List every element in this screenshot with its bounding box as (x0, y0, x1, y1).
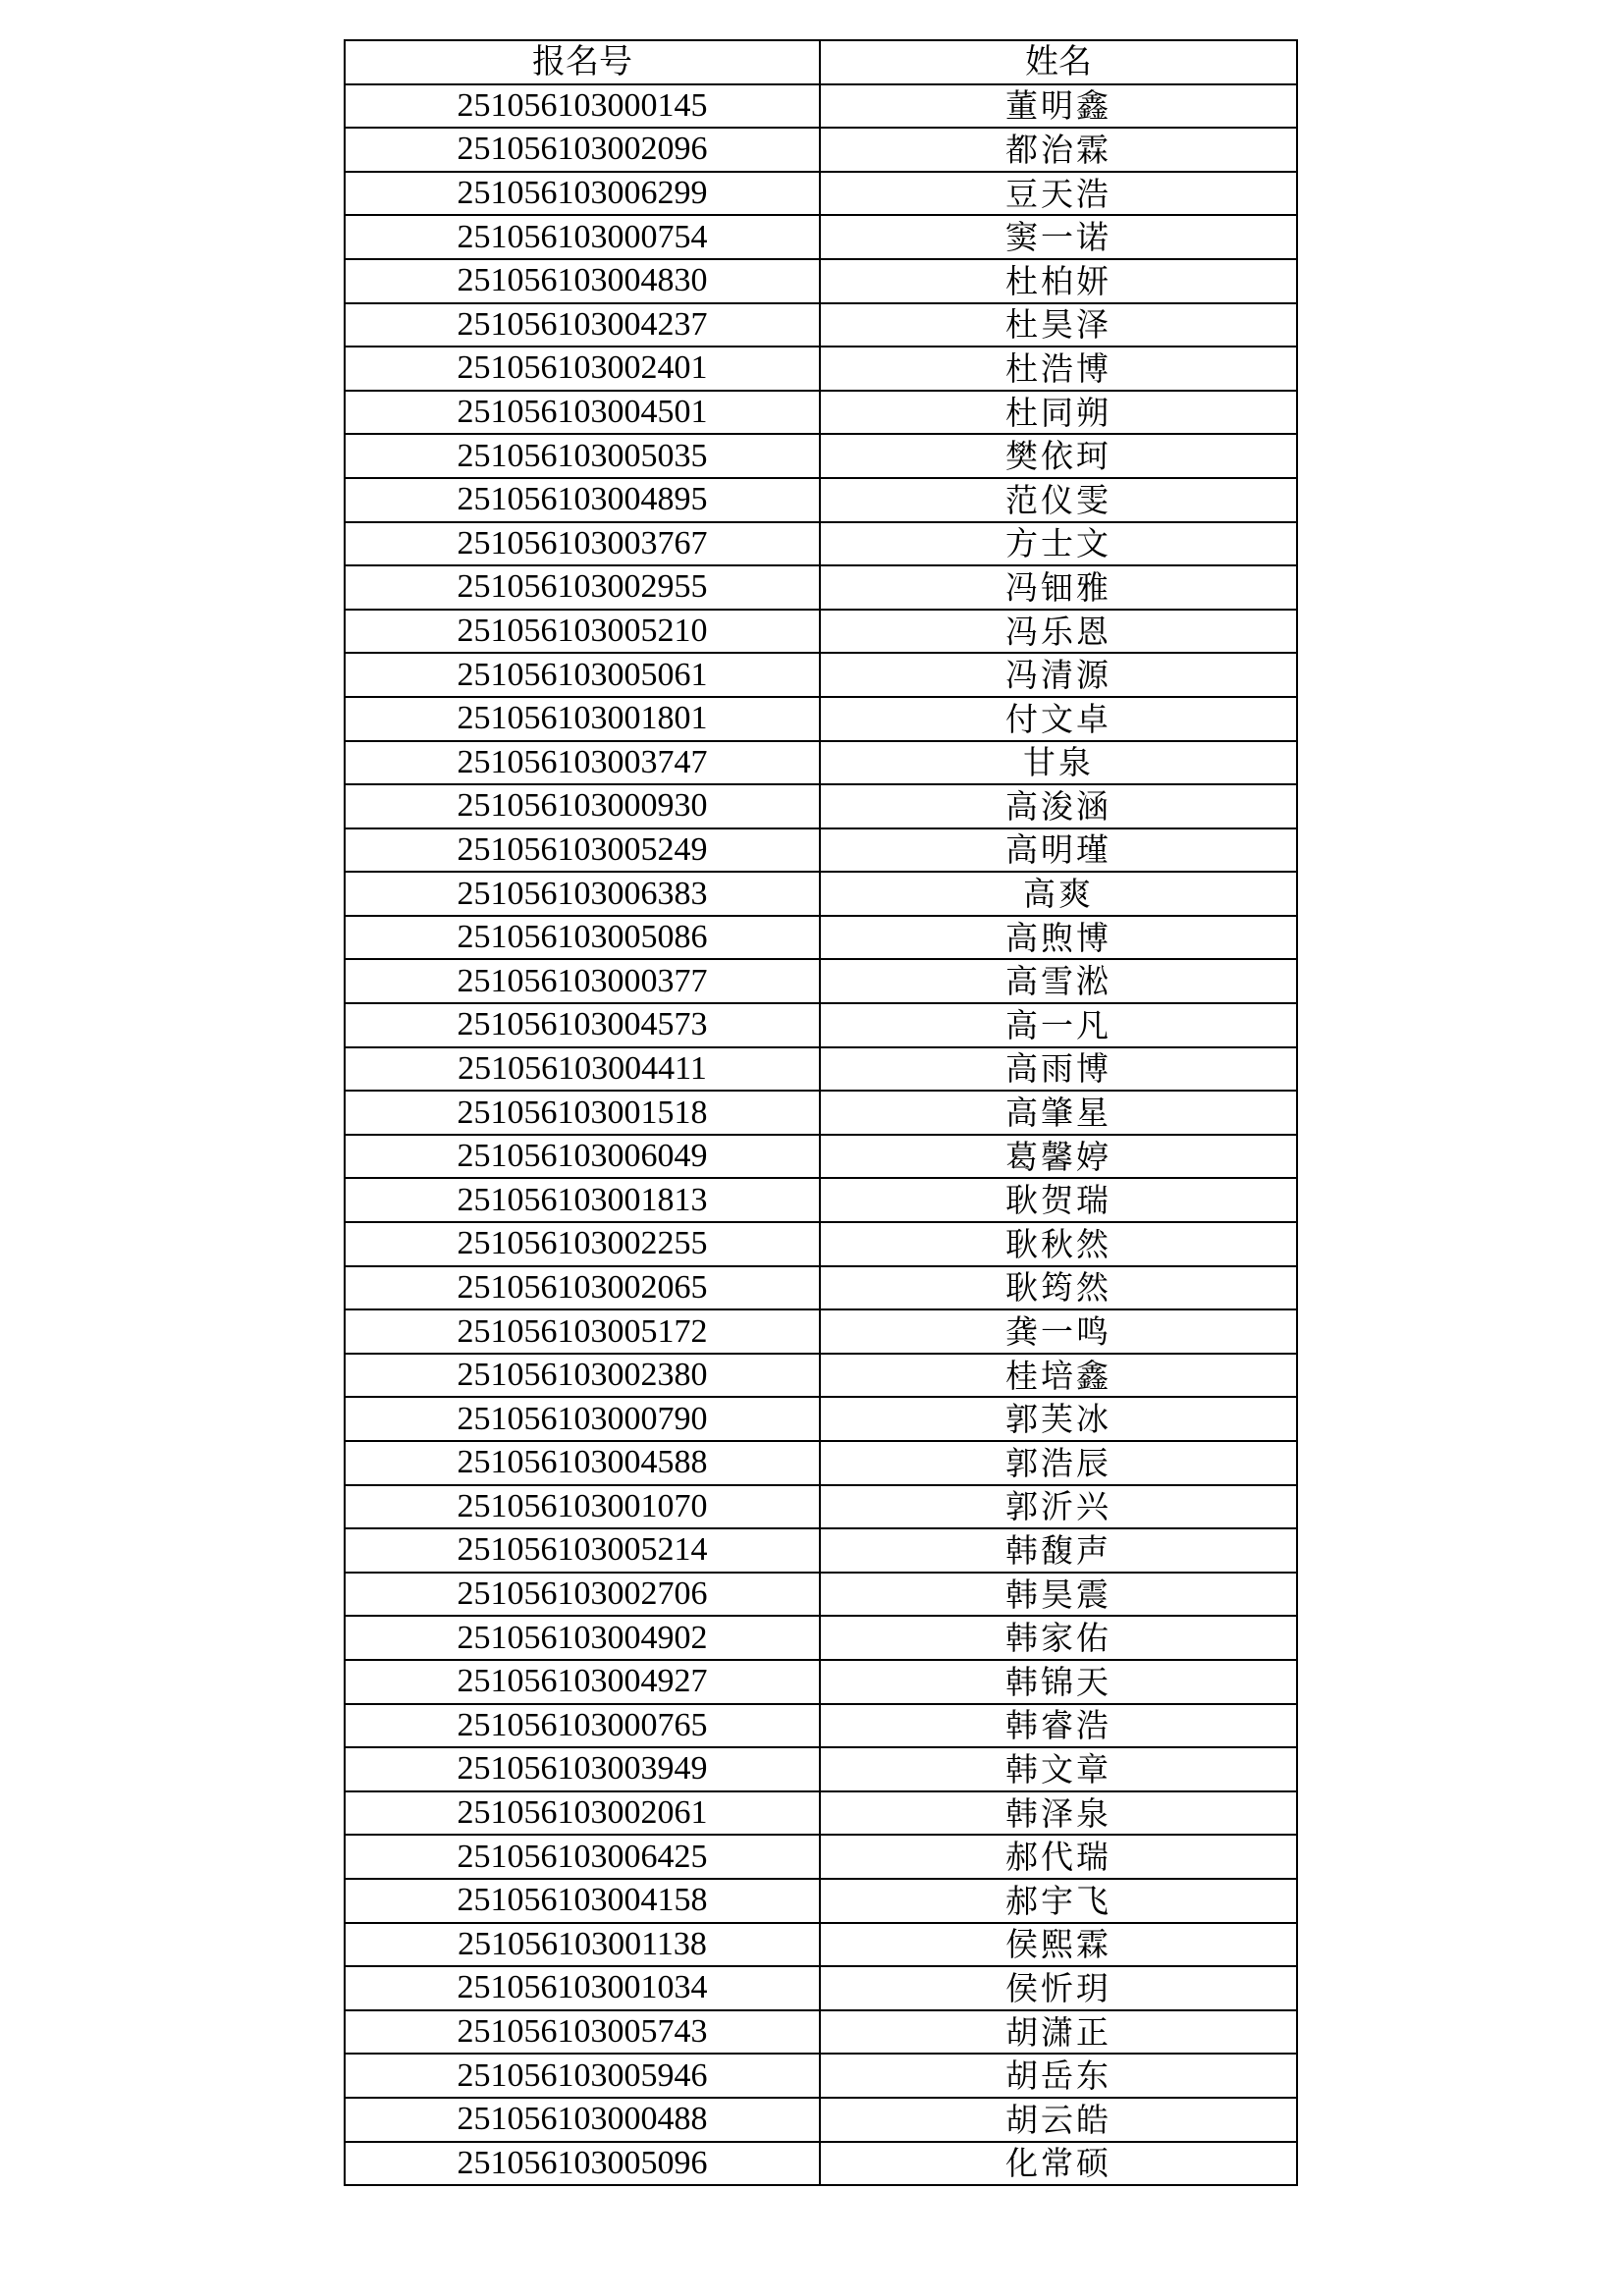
name-cell: 杜柏妍 (820, 259, 1297, 303)
table-row (345, 653, 1297, 697)
name-cell: 韩锦天 (820, 1660, 1297, 1704)
name-cell: 韩昊震 (820, 1573, 1297, 1617)
table-row (345, 2010, 1297, 2055)
table-row (345, 1309, 1297, 1354)
registration-number-cell: 251056103001801 (345, 697, 820, 741)
registration-number-cell: 251056103006299 (345, 172, 820, 216)
table-row (345, 1528, 1297, 1573)
name-cell: 耿贺瑞 (820, 1178, 1297, 1222)
table-row (345, 128, 1297, 172)
name-cell: 高煦博 (820, 916, 1297, 960)
registration-number-cell: 251056103004573 (345, 1003, 820, 1047)
registration-number-cell: 251056103005249 (345, 828, 820, 873)
registration-number-cell: 251056103000377 (345, 959, 820, 1003)
registration-number-cell: 251056103005086 (345, 916, 820, 960)
table-row (345, 347, 1297, 391)
name-cell: 高爽 (820, 872, 1297, 916)
registration-number-cell: 251056103001034 (345, 1966, 820, 2010)
name-cell: 郭芙冰 (820, 1397, 1297, 1441)
table-row (345, 1660, 1297, 1704)
name-cell: 韩馥声 (820, 1528, 1297, 1573)
registration-number-cell: 251056103000930 (345, 784, 820, 828)
table-row (345, 1791, 1297, 1836)
name-cell: 耿秋然 (820, 1222, 1297, 1266)
table-row (345, 1354, 1297, 1398)
table-row (345, 1966, 1297, 2010)
name-cell: 桂培鑫 (820, 1354, 1297, 1398)
table-row (345, 1091, 1297, 1135)
name-cell: 甘泉 (820, 741, 1297, 785)
table-row (345, 1003, 1297, 1047)
registration-number-cell: 251056103006049 (345, 1135, 820, 1179)
table-row (345, 1178, 1297, 1222)
registration-number-cell: 251056103004237 (345, 303, 820, 347)
table-row (345, 1485, 1297, 1529)
registration-number-cell: 251056103004895 (345, 478, 820, 522)
registration-number-cell: 251056103005061 (345, 653, 820, 697)
table-row (345, 1222, 1297, 1266)
registration-number-cell: 251056103004902 (345, 1616, 820, 1660)
table-row (345, 1135, 1297, 1179)
name-cell: 韩睿浩 (820, 1704, 1297, 1748)
registration-number-cell: 251056103002255 (345, 1222, 820, 1266)
table-row (345, 1573, 1297, 1617)
table-row (345, 1879, 1297, 1923)
table-row (345, 1835, 1297, 1879)
table-row (345, 565, 1297, 610)
registration-number-cell: 251056103004501 (345, 391, 820, 435)
table-row (345, 1397, 1297, 1441)
registration-number-cell: 251056103002401 (345, 347, 820, 391)
registration-number-cell: 251056103000488 (345, 2098, 820, 2142)
name-cell: 胡岳东 (820, 2054, 1297, 2098)
header-registration-number: 报名号 (345, 40, 820, 84)
name-cell: 冯乐恩 (820, 610, 1297, 654)
name-cell: 冯清源 (820, 653, 1297, 697)
registration-number-cell: 251056103006383 (345, 872, 820, 916)
registration-number-cell: 251056103000145 (345, 84, 820, 129)
name-cell: 龚一鸣 (820, 1309, 1297, 1354)
table-row (345, 872, 1297, 916)
registration-number-cell: 251056103000754 (345, 215, 820, 259)
name-cell: 郝代瑞 (820, 1835, 1297, 1879)
name-cell: 高肇星 (820, 1091, 1297, 1135)
name-cell: 胡潇正 (820, 2010, 1297, 2055)
registration-number-cell: 251056103002065 (345, 1266, 820, 1310)
registration-number-cell: 251056103001138 (345, 1923, 820, 1967)
registration-number-cell: 251056103002061 (345, 1791, 820, 1836)
name-cell: 高明瑾 (820, 828, 1297, 873)
table-row (345, 916, 1297, 960)
table-row (345, 172, 1297, 216)
registration-number-cell: 251056103004158 (345, 1879, 820, 1923)
table-row (345, 784, 1297, 828)
name-cell: 郭浩辰 (820, 1441, 1297, 1485)
table-row (345, 434, 1297, 478)
registration-number-cell: 251056103004588 (345, 1441, 820, 1485)
registration-number-cell: 251056103004927 (345, 1660, 820, 1704)
table-row (345, 478, 1297, 522)
table-header (345, 40, 1297, 84)
name-cell: 都治霖 (820, 128, 1297, 172)
table-row (345, 610, 1297, 654)
registration-number-cell: 251056103004411 (345, 1047, 820, 1092)
table-row (345, 391, 1297, 435)
table-row (345, 522, 1297, 566)
registration-number-cell: 251056103000765 (345, 1704, 820, 1748)
table-row (345, 1923, 1297, 1967)
name-cell: 方士文 (820, 522, 1297, 566)
registration-number-cell: 251056103002096 (345, 128, 820, 172)
name-cell: 郭沂兴 (820, 1485, 1297, 1529)
registration-number-cell: 251056103002955 (345, 565, 820, 610)
name-cell: 冯钿雅 (820, 565, 1297, 610)
table-row (345, 959, 1297, 1003)
table-row (345, 84, 1297, 129)
name-cell: 付文卓 (820, 697, 1297, 741)
name-cell: 韩文章 (820, 1747, 1297, 1791)
name-cell: 耿筠然 (820, 1266, 1297, 1310)
table-row (345, 1266, 1297, 1310)
table-row (345, 741, 1297, 785)
registration-number-cell: 251056103003747 (345, 741, 820, 785)
registration-number-cell: 251056103005096 (345, 2142, 820, 2186)
table-row (345, 1704, 1297, 1748)
table-row (345, 2142, 1297, 2186)
name-cell: 杜浩博 (820, 347, 1297, 391)
table-row (345, 1047, 1297, 1092)
table-row (345, 1441, 1297, 1485)
name-cell: 杜昊泽 (820, 303, 1297, 347)
registration-number-cell: 251056103005214 (345, 1528, 820, 1573)
name-cell: 高雨博 (820, 1047, 1297, 1092)
name-cell: 侯忻玥 (820, 1966, 1297, 2010)
table-row (345, 697, 1297, 741)
registration-number-cell: 251056103003767 (345, 522, 820, 566)
registration-number-cell: 251056103005172 (345, 1309, 820, 1354)
registration-number-cell: 251056103001070 (345, 1485, 820, 1529)
name-cell: 侯熙霖 (820, 1923, 1297, 1967)
registration-number-cell: 251056103005210 (345, 610, 820, 654)
registration-number-cell: 251056103005035 (345, 434, 820, 478)
registration-number-cell: 251056103000790 (345, 1397, 820, 1441)
name-cell: 高一凡 (820, 1003, 1297, 1047)
roster-table (344, 39, 1298, 2186)
name-cell: 樊依珂 (820, 434, 1297, 478)
name-cell: 韩家佑 (820, 1616, 1297, 1660)
name-cell: 韩泽泉 (820, 1791, 1297, 1836)
registration-number-cell: 251056103002380 (345, 1354, 820, 1398)
registration-number-cell: 251056103004830 (345, 259, 820, 303)
registration-number-cell: 251056103003949 (345, 1747, 820, 1791)
header-name: 姓名 (820, 40, 1297, 84)
table-row (345, 215, 1297, 259)
table-row (345, 1616, 1297, 1660)
name-cell: 郝宇飞 (820, 1879, 1297, 1923)
table-row (345, 2054, 1297, 2098)
table-body (345, 84, 1297, 2186)
registration-number-cell: 251056103002706 (345, 1573, 820, 1617)
registration-number-cell: 251056103005946 (345, 2054, 820, 2098)
name-cell: 化常硕 (820, 2142, 1297, 2186)
registration-number-cell: 251056103001813 (345, 1178, 820, 1222)
name-cell: 范仪雯 (820, 478, 1297, 522)
registration-number-cell: 251056103001518 (345, 1091, 820, 1135)
header-row (345, 40, 1297, 84)
name-cell: 窦一诺 (820, 215, 1297, 259)
name-cell: 杜同朔 (820, 391, 1297, 435)
name-cell: 高雪淞 (820, 959, 1297, 1003)
table-row (345, 259, 1297, 303)
registration-number-cell: 251056103006425 (345, 1835, 820, 1879)
name-cell: 胡云皓 (820, 2098, 1297, 2142)
table-row (345, 1747, 1297, 1791)
table-row (345, 828, 1297, 873)
table-row (345, 2098, 1297, 2142)
table-row (345, 303, 1297, 347)
name-cell: 葛馨婷 (820, 1135, 1297, 1179)
registration-number-cell: 251056103005743 (345, 2010, 820, 2055)
name-cell: 高浚涵 (820, 784, 1297, 828)
name-cell: 豆天浩 (820, 172, 1297, 216)
name-cell: 董明鑫 (820, 84, 1297, 129)
